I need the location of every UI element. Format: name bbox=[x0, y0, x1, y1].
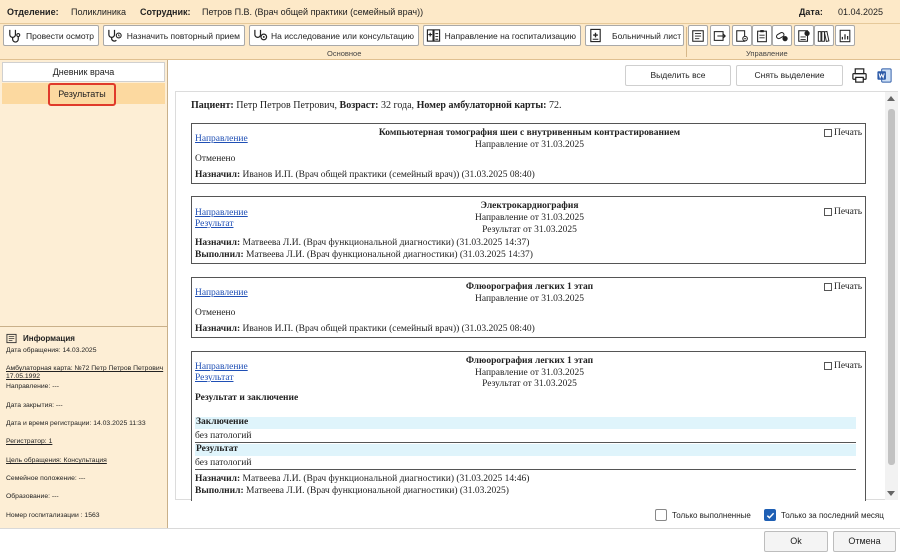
assigned-line bbox=[195, 324, 535, 334]
print-checkbox-box[interactable] bbox=[824, 362, 832, 370]
info-visit-date: Дата обращения: 14.03.2025 bbox=[6, 347, 97, 354]
referral-link[interactable]: Направление bbox=[195, 208, 248, 218]
performed-value: Матвеева Л.И. (Врач функциональной диагностики) (31.03.2025) bbox=[246, 486, 509, 496]
printer-icon bbox=[851, 67, 868, 84]
scroll-up-icon[interactable] bbox=[887, 96, 895, 101]
only-completed-box[interactable] bbox=[655, 509, 667, 521]
info-registration-datetime: Дата и время регистрации: 14.03.2025 11:33 bbox=[6, 420, 146, 427]
referral-date: Направление от 31.03.2025 bbox=[475, 140, 584, 150]
card-title: Флюорография легких 1 этап bbox=[465, 282, 594, 292]
performed-value: Матвеева Л.И. (Врач функциональной диагностики) (31.03.2025 14:37) bbox=[246, 250, 533, 260]
only-completed-checkbox[interactable] bbox=[655, 509, 751, 521]
conclusion-heading: Заключение bbox=[195, 417, 856, 429]
result-card-fluorography-cancelled bbox=[191, 277, 866, 338]
select-all-button[interactable]: Выделить все bbox=[625, 65, 731, 86]
library-icon bbox=[817, 29, 831, 43]
repeat-visit-icon bbox=[106, 28, 124, 44]
last-month-label: Только за последний месяц bbox=[781, 510, 884, 520]
print-checkbox-box[interactable] bbox=[824, 129, 832, 137]
employee-label: Сотрудник: bbox=[140, 7, 191, 17]
card-number: 72. bbox=[548, 100, 562, 111]
info-marital-status: Семейное положение: --- bbox=[6, 475, 86, 482]
assigned-label: Назначил: bbox=[195, 170, 241, 180]
header-bar bbox=[0, 0, 900, 24]
word-icon bbox=[876, 67, 893, 84]
info-title: Информация bbox=[23, 334, 75, 343]
result-date: Результат от 31.03.2025 bbox=[482, 225, 577, 235]
print-label: Печать bbox=[834, 282, 863, 292]
patient-age: 32 года, bbox=[380, 100, 415, 111]
conduct-exam-label: Провести осмотр bbox=[26, 30, 94, 41]
card-title: Флюорография легких 1 этап bbox=[465, 356, 594, 366]
card-number-label: Номер амбулаторной карты: bbox=[416, 100, 547, 111]
result-card-ecg bbox=[191, 196, 866, 264]
print-checkbox[interactable] bbox=[824, 282, 862, 292]
repeat-visit-button[interactable] bbox=[103, 25, 245, 46]
document-list-icon bbox=[691, 29, 705, 43]
tab-doctor-diary[interactable]: Дневник врача bbox=[2, 62, 165, 82]
last-month-checkbox[interactable] bbox=[764, 509, 884, 521]
employee-value: Петров П.В. (Врач общей практики (семейный врач)) bbox=[202, 7, 424, 17]
assigned-label: Назначил: bbox=[195, 324, 241, 334]
research-icon bbox=[252, 28, 268, 44]
print-checkbox[interactable] bbox=[824, 128, 862, 138]
transfer-button[interactable] bbox=[710, 25, 730, 46]
stethoscope-icon bbox=[6, 28, 23, 44]
print-checkbox-box[interactable] bbox=[824, 208, 832, 216]
status-text: Отменено bbox=[195, 154, 236, 164]
clipboard-icon bbox=[755, 29, 769, 43]
toolbar-separator bbox=[686, 27, 687, 57]
conduct-exam-button[interactable] bbox=[3, 25, 99, 46]
toolbar bbox=[0, 24, 900, 60]
hospital-referral-icon bbox=[426, 28, 442, 44]
assigned-line bbox=[195, 474, 529, 484]
transfer-icon bbox=[713, 29, 727, 43]
referral-date: Направление от 31.03.2025 bbox=[475, 213, 584, 223]
section-heading: Результат и заключение bbox=[195, 393, 299, 403]
deselect-button[interactable]: Снять выделение bbox=[736, 65, 843, 86]
info-registrar[interactable]: Регистратор: 1 bbox=[6, 438, 53, 445]
referral-date: Направление от 31.03.2025 bbox=[475, 368, 584, 378]
result-heading: Результат bbox=[195, 444, 856, 456]
info-list-icon bbox=[6, 333, 17, 344]
pills-icon bbox=[775, 29, 789, 43]
performed-line bbox=[195, 486, 509, 496]
report-button[interactable] bbox=[835, 25, 855, 46]
sick-leave-label: Больничный лист bbox=[612, 30, 682, 41]
vertical-scrollbar[interactable] bbox=[885, 92, 898, 500]
info-close-date: Дата закрытия: --- bbox=[6, 402, 63, 409]
date-label: Дата: bbox=[799, 7, 823, 17]
assigned-line bbox=[195, 170, 535, 180]
hospital-referral-label: Направление на госпитализацию bbox=[444, 30, 576, 41]
print-label: Печать bbox=[834, 207, 863, 217]
only-completed-label: Только выполненные bbox=[672, 510, 751, 520]
patient-name: Петр Петров Петрович, bbox=[236, 100, 338, 111]
scroll-down-icon[interactable] bbox=[887, 491, 895, 496]
print-label: Печать bbox=[834, 361, 863, 371]
report-icon bbox=[838, 29, 852, 43]
performed-label: Выполнил: bbox=[195, 486, 244, 496]
referral-link[interactable]: Направление bbox=[195, 362, 248, 372]
research-referral-button[interactable] bbox=[249, 25, 419, 46]
section-divider bbox=[195, 442, 856, 443]
group-manage-label: Управление bbox=[746, 49, 788, 58]
sick-leave-icon bbox=[588, 28, 603, 44]
settings-doc-button[interactable] bbox=[732, 25, 752, 46]
assigned-label: Назначил: bbox=[195, 474, 241, 484]
info-header bbox=[6, 333, 75, 344]
result-date: Результат от 31.03.2025 bbox=[482, 379, 577, 389]
patient-label: Пациент: bbox=[191, 100, 234, 111]
assigned-value: Иванов И.П. (Врач общей практики (семейный врач)) (31.03.2025 08:40) bbox=[242, 170, 535, 180]
performed-label: Выполнил: bbox=[195, 250, 244, 260]
pills-button[interactable] bbox=[772, 25, 792, 46]
tab-results[interactable]: Результаты bbox=[48, 83, 116, 106]
print-label: Печать bbox=[834, 128, 863, 138]
left-panel bbox=[0, 60, 168, 530]
patient-line bbox=[191, 100, 561, 111]
research-referral-label: На исследование или консультацию bbox=[271, 30, 414, 41]
clipboard-button[interactable] bbox=[752, 25, 772, 46]
last-month-box[interactable] bbox=[764, 509, 776, 521]
sick-leave-button[interactable] bbox=[585, 25, 684, 46]
print-checkbox-box[interactable] bbox=[824, 283, 832, 291]
info-visit-purpose[interactable]: Цель обращения: Консультация bbox=[6, 457, 107, 464]
doc-approve-icon bbox=[797, 29, 811, 43]
result-card-fluorography-done bbox=[191, 351, 866, 501]
doc-approve-button[interactable] bbox=[794, 25, 814, 46]
assigned-label: Назначил: bbox=[195, 238, 241, 248]
hospital-referral-button[interactable] bbox=[423, 25, 581, 46]
print-button[interactable] bbox=[848, 65, 870, 86]
assigned-value: Матвеева Л.И. (Врач функциональной диагностики) (31.03.2025 14:37) bbox=[242, 238, 530, 248]
referral-link[interactable]: Направление bbox=[195, 134, 248, 144]
card-title: Электрокардиография bbox=[480, 201, 579, 211]
ok-button[interactable]: Ok bbox=[764, 531, 828, 552]
library-button[interactable] bbox=[814, 25, 834, 46]
assigned-line bbox=[195, 238, 529, 248]
result-link[interactable]: Результат bbox=[195, 373, 234, 383]
document-list-button[interactable] bbox=[688, 25, 708, 46]
referral-link[interactable]: Направление bbox=[195, 288, 248, 298]
info-panel bbox=[0, 326, 167, 530]
info-education: Образование: --- bbox=[6, 493, 59, 500]
department-label: Отделение: bbox=[7, 7, 59, 17]
result-link[interactable]: Результат bbox=[195, 219, 234, 229]
info-outpatient-card[interactable]: Амбулаторная карта: №72 Петр Петров Петрович 17.05.1992 bbox=[6, 365, 164, 381]
print-checkbox[interactable] bbox=[824, 361, 862, 371]
print-checkbox[interactable] bbox=[824, 207, 862, 217]
scroll-thumb[interactable] bbox=[888, 109, 895, 465]
date-value: 01.04.2025 bbox=[838, 7, 884, 17]
performed-line bbox=[195, 250, 533, 260]
repeat-visit-label: Назначить повторный прием bbox=[126, 30, 240, 41]
info-hospitalization-number: Номер госпитализации : 1563 bbox=[6, 512, 100, 519]
checkmark-icon bbox=[766, 511, 775, 520]
age-label: Возраст: bbox=[339, 100, 379, 111]
cancel-button[interactable]: Отмена bbox=[833, 531, 896, 552]
assigned-value: Матвеева Л.И. (Врач функциональной диагностики) (31.03.2025 14:46) bbox=[242, 474, 530, 484]
export-word-button[interactable] bbox=[873, 65, 895, 86]
section-divider bbox=[195, 469, 856, 470]
department-value: Поликлиника bbox=[71, 7, 127, 17]
assigned-value: Иванов И.П. (Врач общей практики (семейный врач)) (31.03.2025 08:40) bbox=[242, 324, 535, 334]
card-title: Компьютерная томография шеи с внутривенным контрастированием bbox=[378, 128, 681, 138]
result-card-ct-neck bbox=[191, 123, 866, 184]
settings-doc-icon bbox=[735, 29, 749, 43]
conclusion-text: без патологий bbox=[195, 431, 252, 441]
result-text: без патологий bbox=[195, 458, 252, 468]
referral-date: Направление от 31.03.2025 bbox=[475, 294, 584, 304]
info-referral: Направление: --- bbox=[6, 383, 60, 390]
status-text: Отменено bbox=[195, 308, 236, 318]
group-main-label: Основное bbox=[327, 49, 362, 58]
